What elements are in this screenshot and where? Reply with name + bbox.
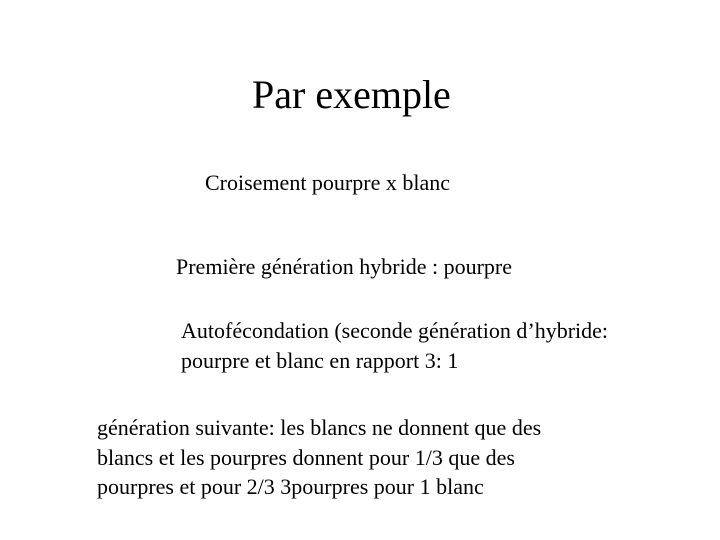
self-fertilization-line-1: Autofécondation (seconde génération d’hybride:: [181, 318, 609, 343]
crossing-text: Croisement pourpre x blanc: [205, 170, 450, 195]
self-fertilization-line-2: pourpre et blanc en rapport 3: 1: [181, 348, 459, 373]
next-generation-line-2: blancs et les pourpres donnent pour 1/3 que des: [97, 445, 515, 470]
first-generation-text: Première génération hybride : pourpre: [176, 254, 512, 279]
slide-title: Par exemple: [252, 72, 451, 117]
next-generation-line-1: génération suivante: les blancs ne donnent que des: [97, 415, 542, 440]
next-generation-line-3: pourpres et pour 2/3 3pourpres pour 1 blanc: [97, 474, 484, 499]
